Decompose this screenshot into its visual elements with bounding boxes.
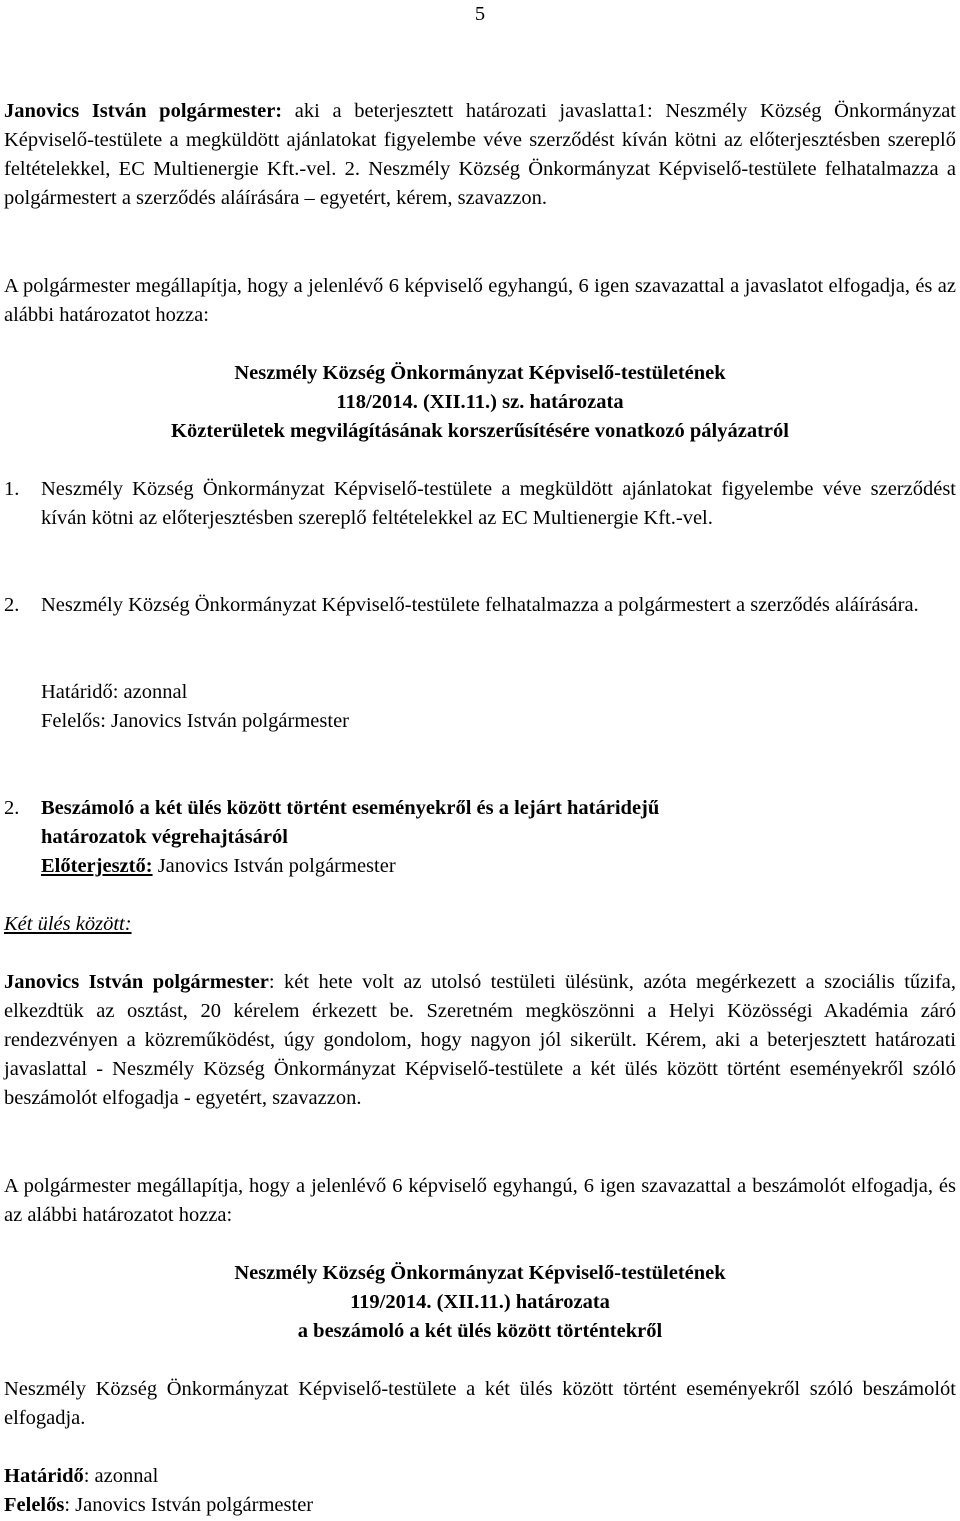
item-text: Neszmély Község Önkormányzat Képviselő-testülete felhatalmazza a polgármestert a szerződés aláírására.	[41, 594, 919, 616]
responsible-value: : Janovics István polgármester	[64, 1494, 314, 1516]
resolution-subject: a beszámoló a két ülés között történtekről	[297, 1320, 663, 1342]
resolution-number: 119/2014. (XII.11.) határozata	[350, 1291, 610, 1313]
resolution-item-2	[4, 591, 956, 620]
resolution-subject: Közterületek megvilágításának korszerűsítésére vonatkozó pályázatról	[171, 420, 789, 442]
resolution-body-name: Neszmély Község Önkormányzat Képviselő-testületének	[234, 362, 726, 384]
speaker-paragraph-1	[4, 97, 956, 213]
responsible-label: Felelős	[4, 1494, 65, 1516]
presenter-name: Janovics István polgármester	[152, 855, 396, 877]
presenter-label: Előterjesztő:	[41, 855, 153, 877]
resolution-text-119: Neszmély Község Önkormányzat Képviselő-testülete a két ülés között történt eseményekről szóló beszámolót elfogadja.	[4, 1378, 956, 1429]
agenda-item-2	[4, 794, 956, 881]
deadline-value: : azonnal	[83, 1465, 159, 1487]
paragraph-text: aki a beterjesztett határozati javaslatta1: Neszmély Község Önkormányzat Képviselő-testülete a megküldött ajánlatokat figyelembe véve szerződést kíván kötni az előterjesztésben szereplő feltételekkel, EC Multienergie Kft.-vel. 2. Neszmély Község Önkormányzat Képviselő-testülete felhatalmazza a polgármestert a szerződés aláírására – egyetért, kérem, szavazzon.	[4, 100, 956, 209]
deadline-line: Határidő: azonnal	[41, 681, 188, 703]
speaker-paragraph-2	[4, 968, 956, 1113]
responsible-line-2	[4, 1491, 956, 1520]
paragraph-text: : két hete volt az utolsó testületi ülésünk, azóta megérkezett a szociális tűzifa, elkezdtük az osztást, 20 kérelem érkezett be. Szeretném megköszönni a Helyi Közösségi Akadémia záró rendezvényen a közreműködést, úgy gondolom, hogy nagyon jól sikerült. Kérem, aki a beterjesztett határozati javaslattal - Neszmély Község Önkormányzat Képviselő-testülete a két ülés között történt eseményekről szóló beszámolót elfogadja - egyetért, szavazzon.	[4, 971, 956, 1109]
presenter-line	[41, 852, 659, 881]
resolution-heading-119	[4, 1259, 956, 1346]
agenda-number: 2.	[4, 797, 20, 819]
item-number: 2.	[4, 594, 20, 616]
resolution-heading-118	[4, 359, 956, 446]
section-label-between-meetings: Két ülés között:	[4, 913, 132, 935]
speaker-name: Janovics István polgármester:	[4, 100, 283, 122]
resolution-body-name: Neszmély Község Önkormányzat Képviselő-testületének	[234, 1262, 726, 1284]
vote-statement-1: A polgármester megállapítja, hogy a jelenlévő 6 képviselő egyhangú, 6 igen szavazattal a javaslatot elfogadja, és az alábbi határozatot hozza:	[4, 275, 956, 326]
speaker-name: Janovics István polgármester	[4, 971, 269, 993]
deadline-label: Határidő	[4, 1465, 84, 1487]
vote-statement-2: A polgármester megállapítja, hogy a jelenlévő 6 képviselő egyhangú, 6 igen szavazattal a beszámolót elfogadja, és az alábbi határozatot hozza:	[4, 1175, 956, 1226]
resolution-number: 118/2014. (XII.11.) sz. határozata	[336, 391, 624, 413]
resolution-item-1	[4, 475, 956, 533]
page-number: 5	[474, 3, 486, 25]
agenda-title-line-2: határozatok végrehajtásáról	[41, 826, 288, 848]
responsible-line: Felelős: Janovics István polgármester	[41, 710, 350, 732]
item-number: 1.	[4, 478, 20, 500]
agenda-title-line-1: Beszámoló a két ülés között történt eseményekről és a lejárt határidejű	[41, 797, 660, 819]
item-text: Neszmély Község Önkormányzat Képviselő-testülete a megküldött ajánlatokat figyelembe véve szerződést kíván kötni az előterjesztésben szereplő feltételekkel az EC Multienergie Kft.-vel.	[41, 478, 956, 529]
deadline-line-2	[4, 1462, 956, 1491]
